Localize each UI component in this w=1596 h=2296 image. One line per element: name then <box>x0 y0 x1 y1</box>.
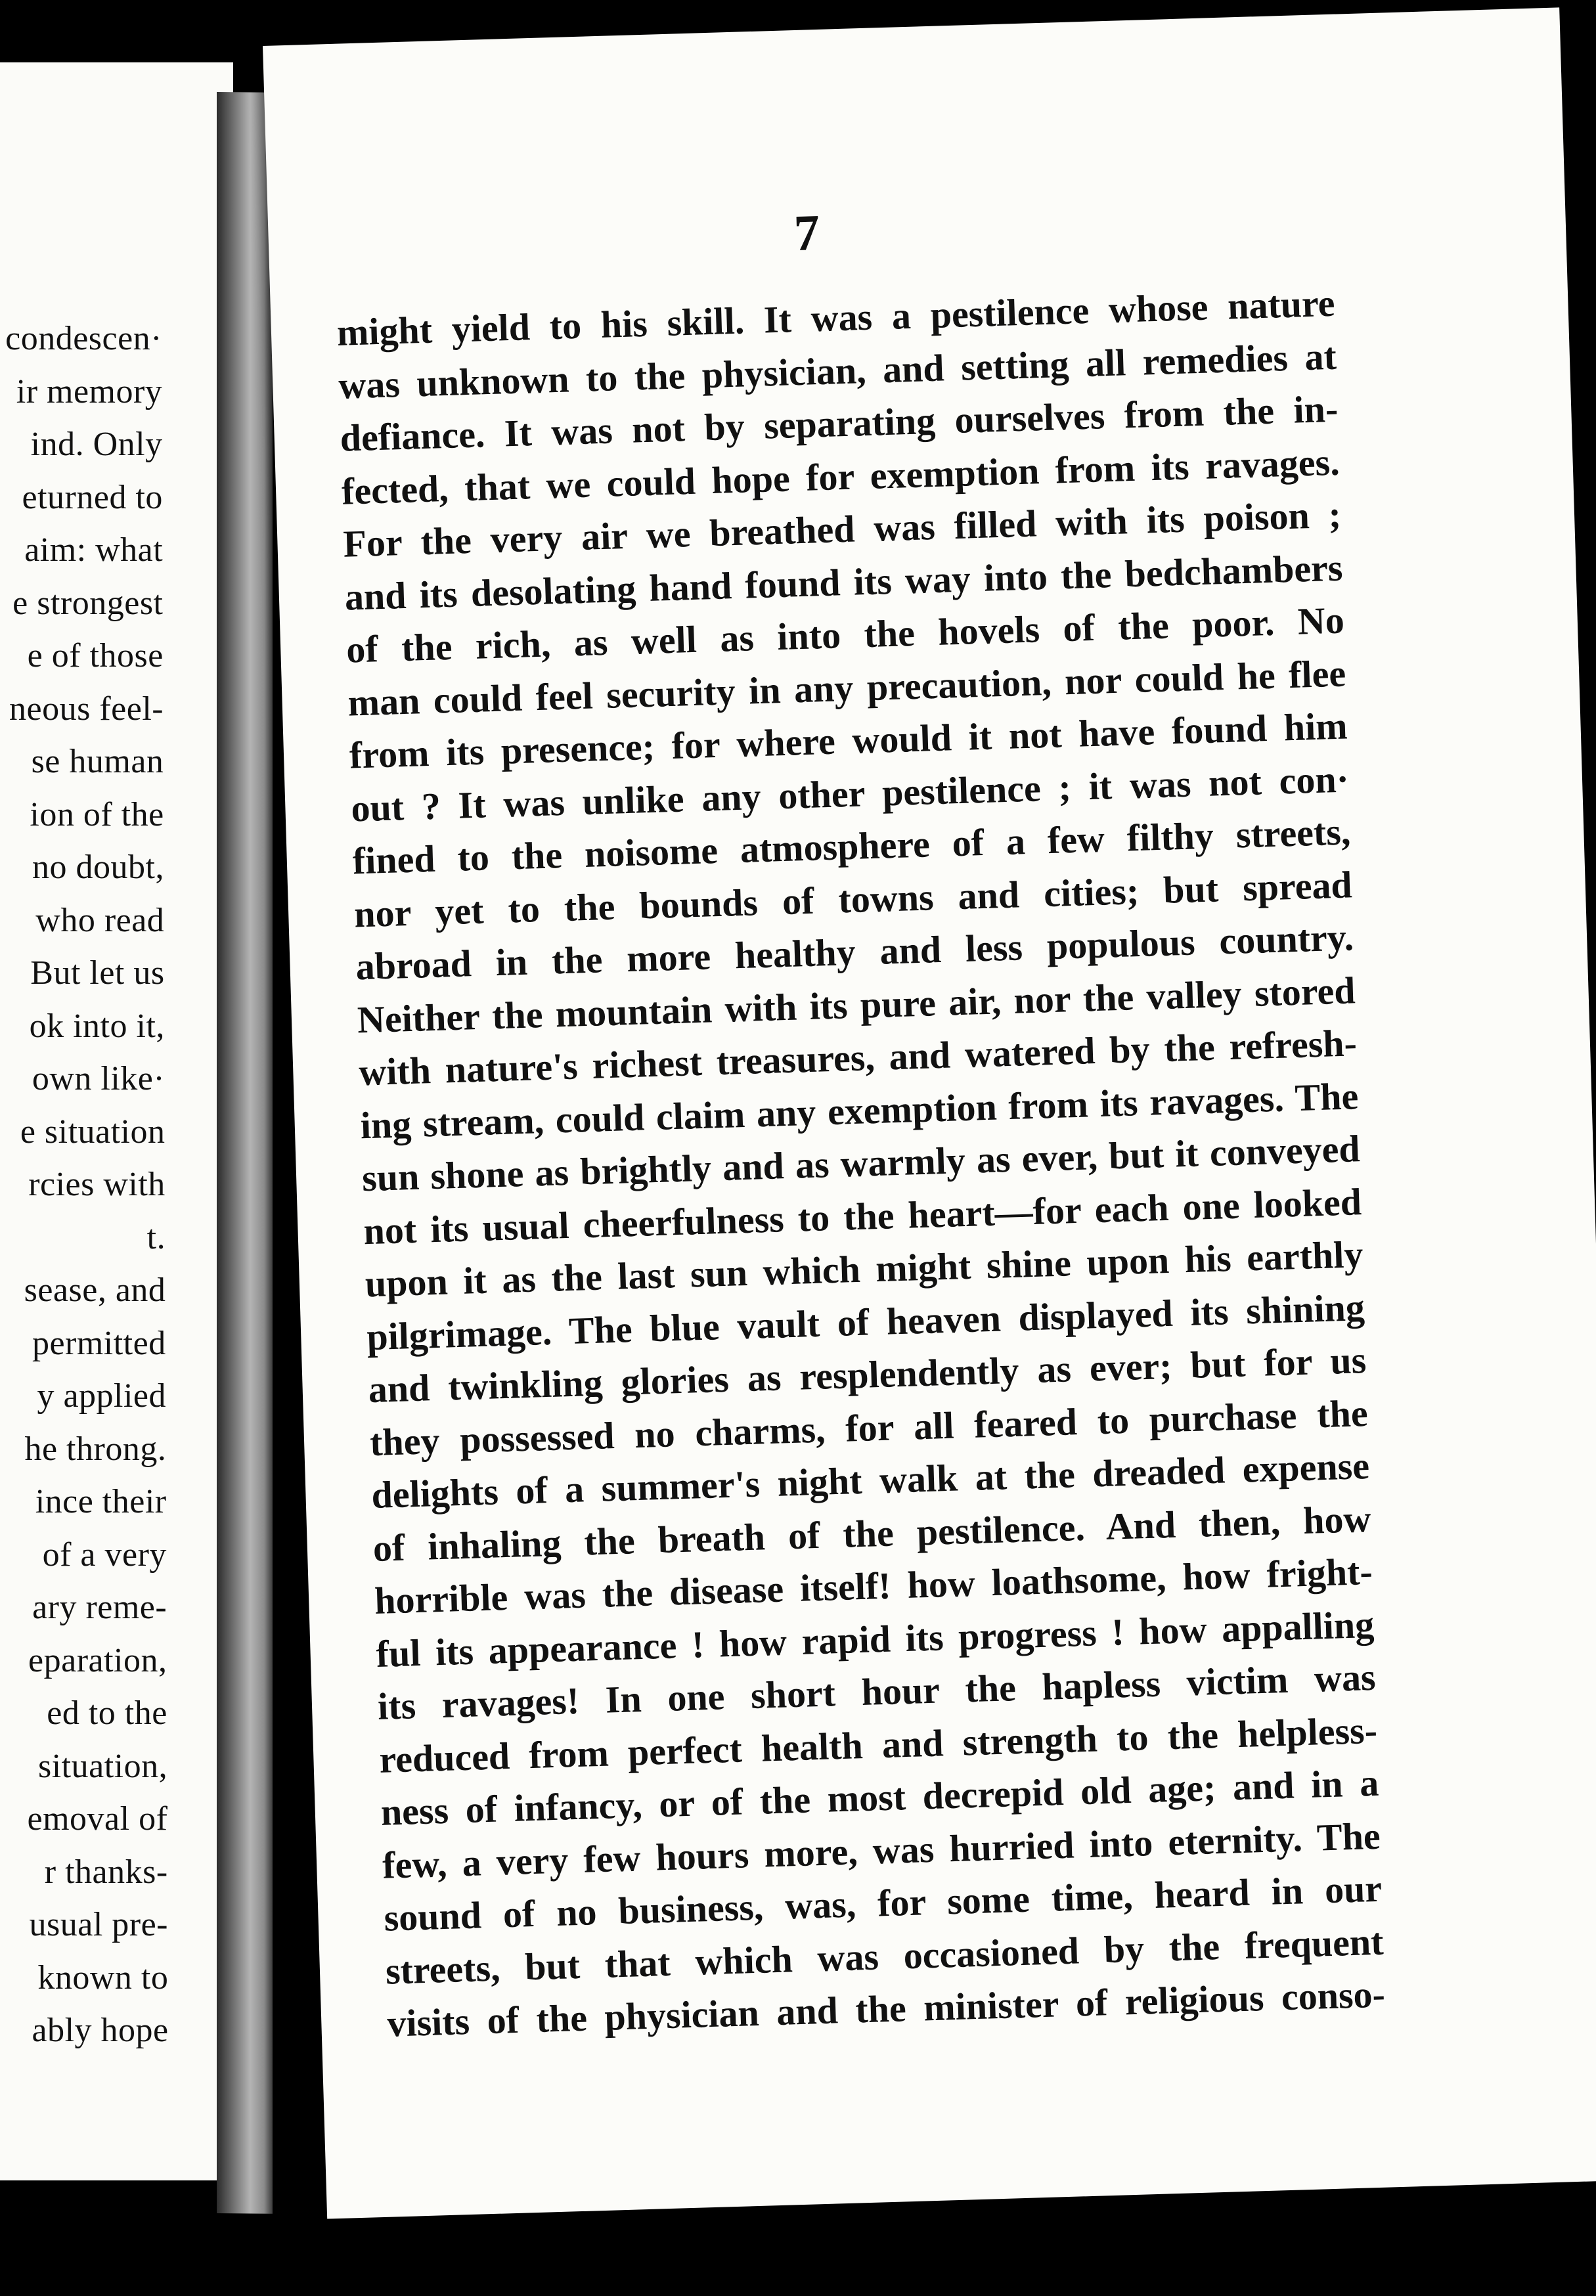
body-line: sound of no business, was, for some time, heard in our <box>383 1866 1383 1939</box>
body-line: ness of infancy, or of the most decrepid old age; and in a <box>380 1761 1380 1834</box>
book-gutter <box>217 92 273 2214</box>
body-line: not its usual cheerfulness to the heart—for each one looked <box>363 1180 1362 1252</box>
body-line: nor yet to the bounds of towns and cities; but spread <box>353 862 1353 935</box>
left-page-line: neous feel- <box>9 690 164 728</box>
body-line: few, a very few hours more, was hurried into eternity. The <box>382 1814 1381 1887</box>
body-line: visits of the physician and the minister of religious conso- <box>386 1972 1386 2045</box>
left-page-line: r thanks- <box>44 1853 168 1891</box>
left-page-line: emoval of <box>27 1800 168 1838</box>
body-line: and its desolating hand found its way into the bedchambers <box>344 546 1344 619</box>
body-line: out ? It was unlike any other pestilence ; it was not con· <box>350 757 1350 830</box>
left-page-line: own like· <box>32 1060 166 1097</box>
left-page-line: eturned to <box>22 478 163 516</box>
left-page-line: permitted <box>32 1324 166 1362</box>
left-page-line: ably hope <box>32 2012 169 2049</box>
body-line: and twinkling glories as resplendently as ever; but for us <box>367 1338 1367 1411</box>
body-line: streets, but that which was occasioned by the frequent <box>385 1920 1385 1993</box>
left-page-line: he throng. <box>24 1430 167 1468</box>
left-page-line: se human <box>31 743 164 780</box>
right-page <box>263 7 1596 2219</box>
body-line: For the very air we breathed was filled with its poison ; <box>342 493 1342 565</box>
left-page-line: situation, <box>38 1747 168 1785</box>
left-page-line: aim: what <box>24 531 164 569</box>
left-page-line: rcies with <box>28 1166 166 1203</box>
left-page-line: ok into it, <box>29 1007 165 1045</box>
body-line: horrible was the disease itself! how loathsome, how fright- <box>374 1549 1373 1622</box>
left-page-line: eparation, <box>28 1641 167 1679</box>
body-line: man could feel security in any precaution, nor could he flee <box>347 651 1347 724</box>
body-line: was unknown to the physician, and setting all remedies at <box>338 334 1337 407</box>
left-page-line: t. <box>146 1218 166 1256</box>
left-page-line: of a very <box>42 1535 167 1574</box>
body-line: its ravages! In one short hour the hapless victim was <box>377 1655 1377 1728</box>
body-line: reduced from perfect health and strength to the helpless- <box>378 1708 1378 1781</box>
body-line: defiance. It was not by separating ourselves from the in- <box>339 387 1339 460</box>
left-page-line: ed to the <box>47 1694 167 1732</box>
body-line: from its presence; for where would it not have found him <box>349 704 1348 777</box>
left-page-line: no doubt, <box>32 849 164 886</box>
left-page-line: ince their <box>35 1483 167 1520</box>
left-page-line: ion of the <box>30 795 164 833</box>
body-line: fined to the noisome atmosphere of a few filthy streets, <box>351 810 1352 883</box>
body-line: fected, that we could hope for exemption from its ravages. <box>341 440 1341 513</box>
body-line: ing stream, could claim any exemption from its ravages. The <box>359 1074 1360 1147</box>
left-facing-page <box>0 62 233 2180</box>
left-page-line: known to <box>37 1958 169 1997</box>
body-line: ful its appearance ! how rapid its progress ! how appalling <box>375 1602 1375 1675</box>
body-line: upon it as the last sun which might shine upon his earthly <box>365 1233 1364 1306</box>
left-page-line: condescen· <box>5 320 162 357</box>
body-line: pilgrimage. The blue vault of heaven displayed its shining <box>366 1285 1365 1358</box>
body-line: Neither the mountain with its pure air, nor the valley stored <box>357 968 1356 1041</box>
left-page-line: e situation <box>20 1113 166 1151</box>
body-line: might yield to his skill. It was a pestilence whose nature <box>336 281 1336 354</box>
body-text <box>336 277 1386 2050</box>
left-page-line: ind. Only <box>30 426 163 463</box>
body-line: of inhaling the breath of the pestilence. And then, how <box>372 1497 1372 1570</box>
left-page-line: e of those <box>27 637 164 674</box>
left-page-line: sease, and <box>24 1271 166 1309</box>
body-line: they possessed no charms, for all feared to purchase the <box>369 1391 1369 1464</box>
left-page-line: y applied <box>37 1377 166 1415</box>
body-line: abroad in the more healthy and less populous country. <box>355 916 1354 988</box>
left-page-line: who read <box>35 901 165 939</box>
page-number: 7 <box>793 203 821 262</box>
left-page-line: ary reme- <box>32 1589 167 1626</box>
left-page-line: usual pre- <box>29 1906 168 1943</box>
body-line: of the rich, as well as into the hovels of the poor. No <box>345 598 1345 671</box>
body-line: sun shone as brightly and as warmly as ever, but it conveyed <box>361 1127 1361 1200</box>
left-page-line: e strongest <box>12 584 164 622</box>
left-page-line: But let us <box>30 954 165 992</box>
body-line: delights of a summer's night walk at the dreaded expense <box>370 1444 1370 1517</box>
body-line: with nature's richest treasures, and watered by the refresh- <box>358 1021 1358 1094</box>
left-page-line: ir memory <box>16 372 163 410</box>
